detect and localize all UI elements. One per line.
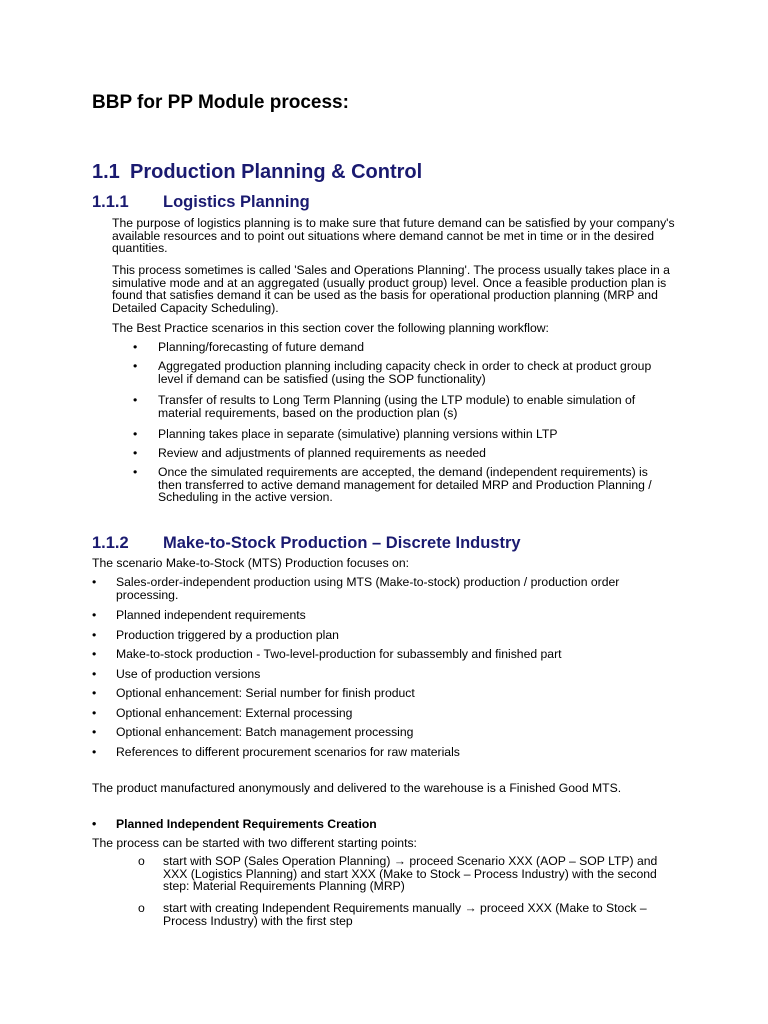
list-item	[92, 629, 672, 642]
list-item-text: Optional enhancement: Serial number for finish product	[116, 686, 415, 700]
list-item-text: Planned independent requirements	[116, 608, 306, 622]
circle-bullet-icon: o	[138, 854, 145, 868]
bullet-icon: •	[92, 575, 97, 589]
bullet-icon: •	[92, 686, 97, 700]
bullet-icon: •	[133, 465, 138, 479]
list-item-text: Optional enhancement: External processing	[116, 706, 353, 720]
list-item-text: Make-to-stock production - Two-level-production for subassembly and finished part	[116, 647, 562, 661]
list-item	[92, 687, 672, 700]
section-1-1-heading	[92, 161, 422, 184]
mts-intro-paragraph: The scenario Make-to-Stock (MTS) Production focuses on:	[92, 556, 409, 570]
section-1-1-1-heading	[92, 193, 310, 212]
bullet-icon: •	[92, 667, 97, 681]
list-item	[138, 855, 678, 893]
list-item	[133, 447, 673, 460]
section-1-1-2-heading	[92, 534, 521, 553]
list-item-text: Planning/forecasting of future demand	[158, 340, 364, 354]
list-item-text: Once the simulated requirements are accepted, the demand (independent requirements) is then transferred to active demand management for detailed MRP and Production Planning / Scheduling in the active version.	[158, 465, 652, 505]
bullet-icon: •	[133, 427, 138, 441]
list-item	[133, 341, 673, 354]
bullet-icon: •	[133, 340, 138, 354]
section-1-1-2-number: 1.1.2	[92, 534, 129, 552]
list-item-text: Sales-order-independent production using MTS (Make-to-stock) production / production order processing.	[116, 575, 620, 602]
list-item	[133, 394, 673, 419]
best-practice-paragraph: The Best Practice scenarios in this section cover the following planning workflow:	[112, 321, 549, 335]
list-item-text: Production triggered by a production plan	[116, 628, 339, 642]
list-item-text: start with SOP (Sales Operation Planning) → proceed Scenario XXX (AOP – SOP LTP) and XXX (Logistics Planning) and start XXX (Make to Stock – Process Industry) with the second step: Material Requirements Planning (MRP)	[163, 854, 658, 894]
sales-operations-paragraph: This process sometimes is called 'Sales and Operations Planning'. The process usually takes place in a simulative mode and at an aggregated (usually product group) level. Once a feasible production plan is found that satisfies demand it can be used as the basis for operational production planning (MRP and Detailed Capacity Scheduling).	[112, 263, 670, 315]
list-item	[92, 746, 672, 759]
document-title: BBP for PP Module process:	[92, 92, 349, 113]
list-item-text: Review and adjustments of planned requirements as needed	[158, 446, 486, 460]
list-item	[133, 428, 673, 441]
list-item	[92, 668, 672, 681]
section-1-1-1-title: Logistics Planning	[163, 193, 310, 211]
pir-intro-paragraph: The process can be started with two different starting points:	[92, 836, 417, 850]
list-item	[92, 576, 672, 601]
bullet-icon: •	[133, 393, 138, 407]
list-item	[92, 818, 672, 831]
bullet-icon: •	[92, 628, 97, 642]
list-item-text: References to different procurement scenarios for raw materials	[116, 745, 460, 759]
section-1-1-title: Production Planning & Control	[130, 161, 423, 183]
list-item-text: start with creating Independent Requirements manually → proceed XXX (Make to Stock – Process Industry) with the first step	[163, 901, 647, 928]
list-item	[133, 360, 673, 385]
circle-bullet-icon: o	[138, 901, 145, 915]
bullet-icon: •	[92, 608, 97, 622]
list-item-text: Use of production versions	[116, 667, 261, 681]
list-item-text: Aggregated production planning including capacity check in order to check at product group level if demand can be satisfied (using the SOP functionality)	[158, 359, 652, 386]
section-1-1-number: 1.1	[92, 161, 120, 183]
list-item-text: Optional enhancement: Batch management processing	[116, 725, 414, 739]
bullet-icon: •	[92, 725, 97, 739]
list-item-text: Transfer of results to Long Term Planning (using the LTP module) to enable simulation of material requirements, based on the production plan (s)	[158, 393, 636, 420]
bullet-icon: •	[92, 647, 97, 661]
bullet-icon: •	[133, 446, 138, 460]
bullet-icon: •	[92, 817, 97, 831]
section-1-1-1-number: 1.1.1	[92, 193, 129, 211]
finished-good-note: The product manufactured anonymously and delivered to the warehouse is a Finished Good MTS.	[92, 781, 622, 795]
pir-heading: Planned Independent Requirements Creation	[116, 817, 377, 831]
logistics-purpose-paragraph: The purpose of logistics planning is to make sure that future demand can be satisfied by your company's available resources and to point out situations where demand cannot be met in time or in the desired quantities.	[112, 216, 675, 256]
list-item	[138, 902, 678, 927]
list-item-text: Planning takes place in separate (simulative) planning versions within LTP	[158, 427, 558, 441]
list-item	[92, 726, 672, 739]
bullet-icon: •	[133, 359, 138, 373]
section-1-1-2-title: Make-to-Stock Production – Discrete Industry	[163, 534, 521, 552]
list-item	[92, 648, 672, 661]
bullet-icon: •	[92, 745, 97, 759]
list-item	[92, 609, 672, 622]
list-item	[133, 466, 673, 504]
bullet-icon: •	[92, 706, 97, 720]
list-item	[92, 707, 672, 720]
